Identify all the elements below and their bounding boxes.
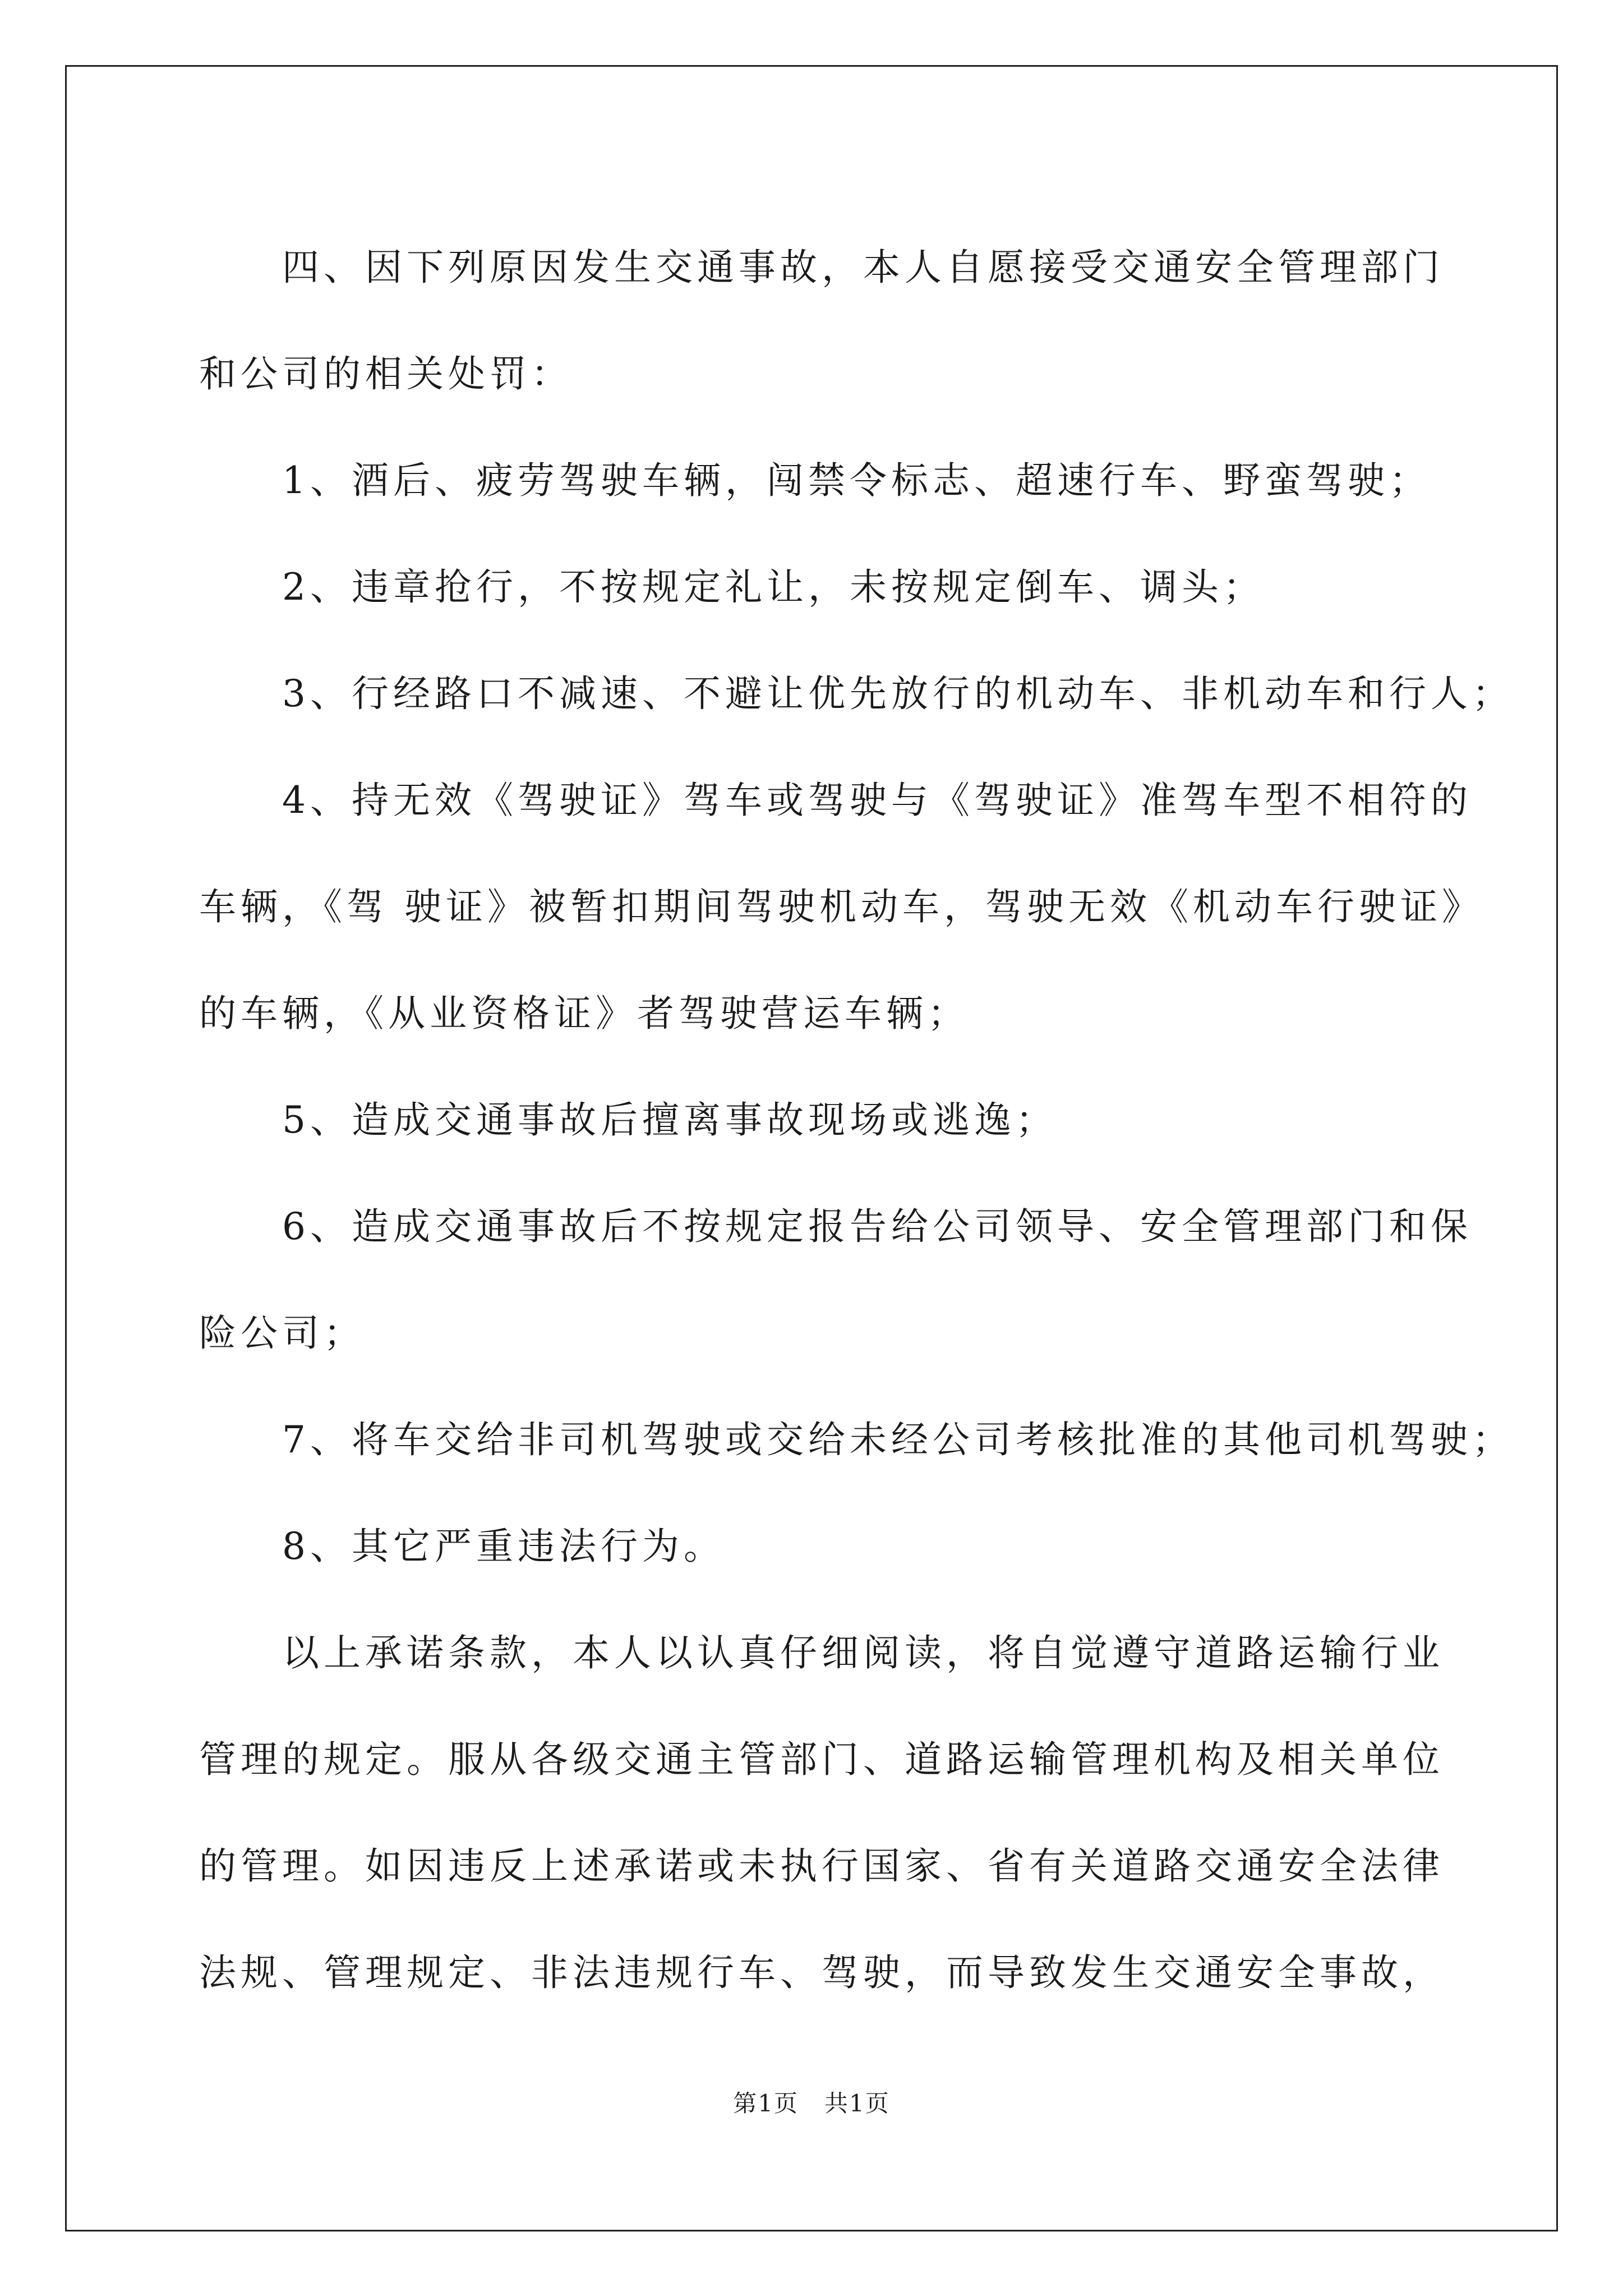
paragraph-line: 险公司； xyxy=(199,1312,365,1355)
page-footer: 第1页 共1页 xyxy=(733,2090,890,2117)
list-item: 5、造成交通事故后擅离事故现场或逃逸； xyxy=(282,1098,1057,1142)
paragraph-line: 以上承诺条款，本人以认真仔细阅读，将自觉遵守道路运输行业 xyxy=(282,1631,1444,1674)
paragraph-line: 四、因下列原因发生交通事故，本人自愿接受交通安全管理部门 xyxy=(282,246,1444,289)
document-body xyxy=(199,214,1514,2026)
list-item: 3、行经路口不减速、不避让优先放行的机动车、非机动车和行人； xyxy=(282,672,1514,715)
paragraph-line: 的管理。如因违反上述承诺或未执行国家、省有关道路交通安全法律 xyxy=(199,1844,1444,1888)
paragraph-line: 和公司的相关处罚： xyxy=(199,352,573,395)
list-item: 6、造成交通事故后不按规定报告给公司领导、安全管理部门和保 xyxy=(282,1205,1472,1248)
list-item: 4、持无效《驾驶证》驾车或驾驶与《驾驶证》准驾车型不相符的 xyxy=(282,779,1472,822)
paragraph-line: 车辆，《驾 驶证》被暂扣期间驾驶机动车，驾驶无效《机动车行驶证》 xyxy=(199,885,1483,928)
list-item: 7、将车交给非司机驾驶或交给未经公司考核批准的其他司机驾驶； xyxy=(282,1418,1514,1461)
list-item: 1、酒后、疲劳驾驶车辆，闯禁令标志、超速行车、野蛮驾驶； xyxy=(282,459,1431,502)
paragraph-line: 管理的规定。服从各级交通主管部门、道路运输管理机构及相关单位 xyxy=(199,1738,1444,1781)
list-item: 8、其它严重违法行为。 xyxy=(282,1525,725,1568)
paragraph-line: 法规、管理规定、非法违规行车、驾驶，而导致发生交通安全事故， xyxy=(199,1951,1444,1994)
list-item: 2、违章抢行，不按规定礼让，未按规定倒车、调头； xyxy=(282,565,1265,609)
paragraph-line: 的车辆，《从业资格证》者驾驶营运车辆； xyxy=(199,992,969,1035)
